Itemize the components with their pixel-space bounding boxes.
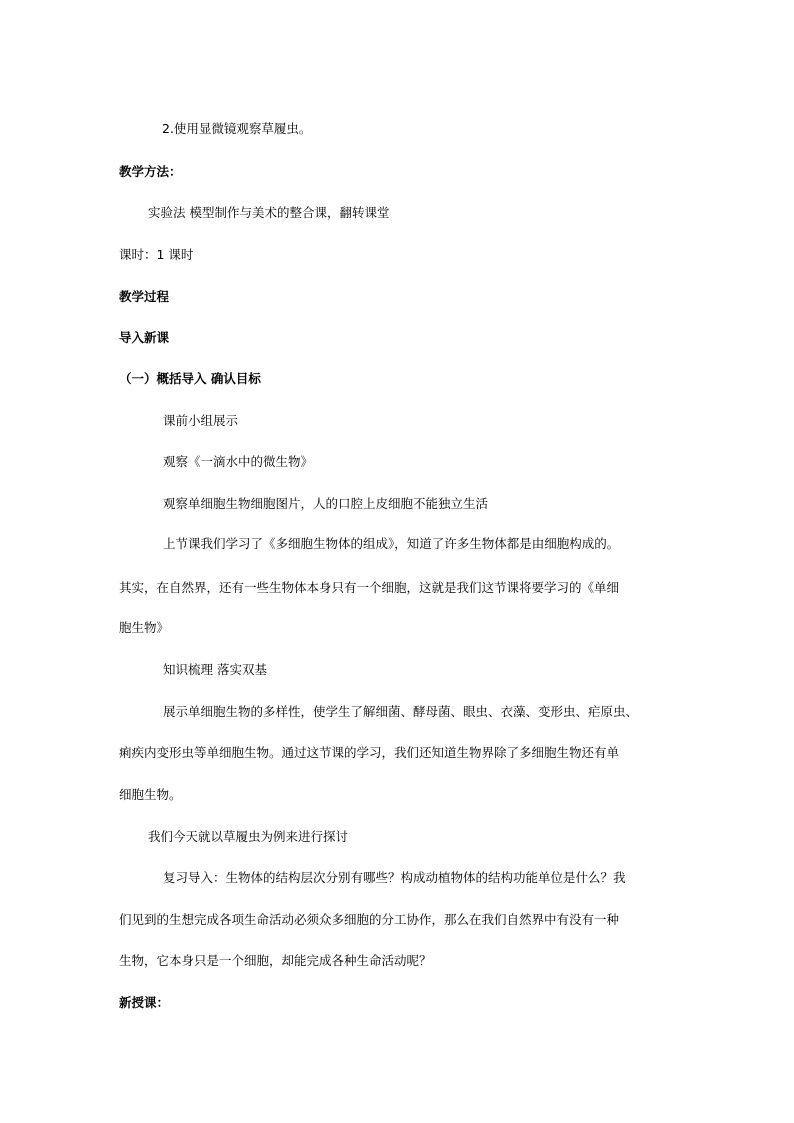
step-item-2: 2.使用显微镜观察草履虫。 xyxy=(162,120,312,136)
section-one-heading: （一）概括导入 确认目标 xyxy=(119,370,261,386)
paragraph: 知识梳理 落实双基 xyxy=(163,661,267,677)
paragraph: 们见到的生想完成各项生命活动必须众多细胞的分工协作，那么在我们自然界中有没有一种 xyxy=(119,911,620,927)
teaching-process-heading: 教学过程 xyxy=(119,288,170,304)
paragraph: 细胞生物。 xyxy=(119,786,182,802)
paragraph: 生物，它本身只是一个细胞，却能完成各种生命活动呢？ xyxy=(119,952,432,968)
paragraph: 复习导入：生物体的结构层次分别有哪些？构成动植物体的结构功能单位是什么？我 xyxy=(163,869,626,885)
introduction-heading: 导入新课 xyxy=(119,329,170,345)
new-lesson-heading: 新授课： xyxy=(119,994,170,1010)
class-hours: 课时：1 课时 xyxy=(119,246,194,262)
paragraph: 上节课我们学习了《多细胞生物体的组成》，知道了许多生物体都是由细胞构成的。 xyxy=(163,535,620,551)
paragraph: 观察《一滴水中的微生物》 xyxy=(163,453,314,469)
paragraph: 痢疾内变形虫等单细胞生物。通过这节课的学习，我们还知道生物界除了多细胞生物还有单 xyxy=(119,744,620,760)
paragraph: 展示单细胞生物的多样性，使学生了解细菌、酵母菌、眼虫、衣藻、变形虫、疟原虫、 xyxy=(163,703,639,719)
teaching-method-text: 实验法 模型制作与美术的整合课，翻转课堂 xyxy=(148,204,390,220)
paragraph: 胞生物》 xyxy=(119,619,170,635)
paragraph: 其实，在自然界，还有一些生物体本身只有一个细胞，这就是我们这节课将要学习的《单细 xyxy=(119,579,620,595)
teaching-method-heading: 教学方法： xyxy=(119,163,182,179)
paragraph: 课前小组展示 xyxy=(163,412,239,428)
paragraph: 观察单细胞生物细胞图片，人的口腔上皮细胞不能独立生活 xyxy=(163,495,489,511)
paragraph: 我们今天就以草履虫为例来进行探讨 xyxy=(148,828,349,844)
